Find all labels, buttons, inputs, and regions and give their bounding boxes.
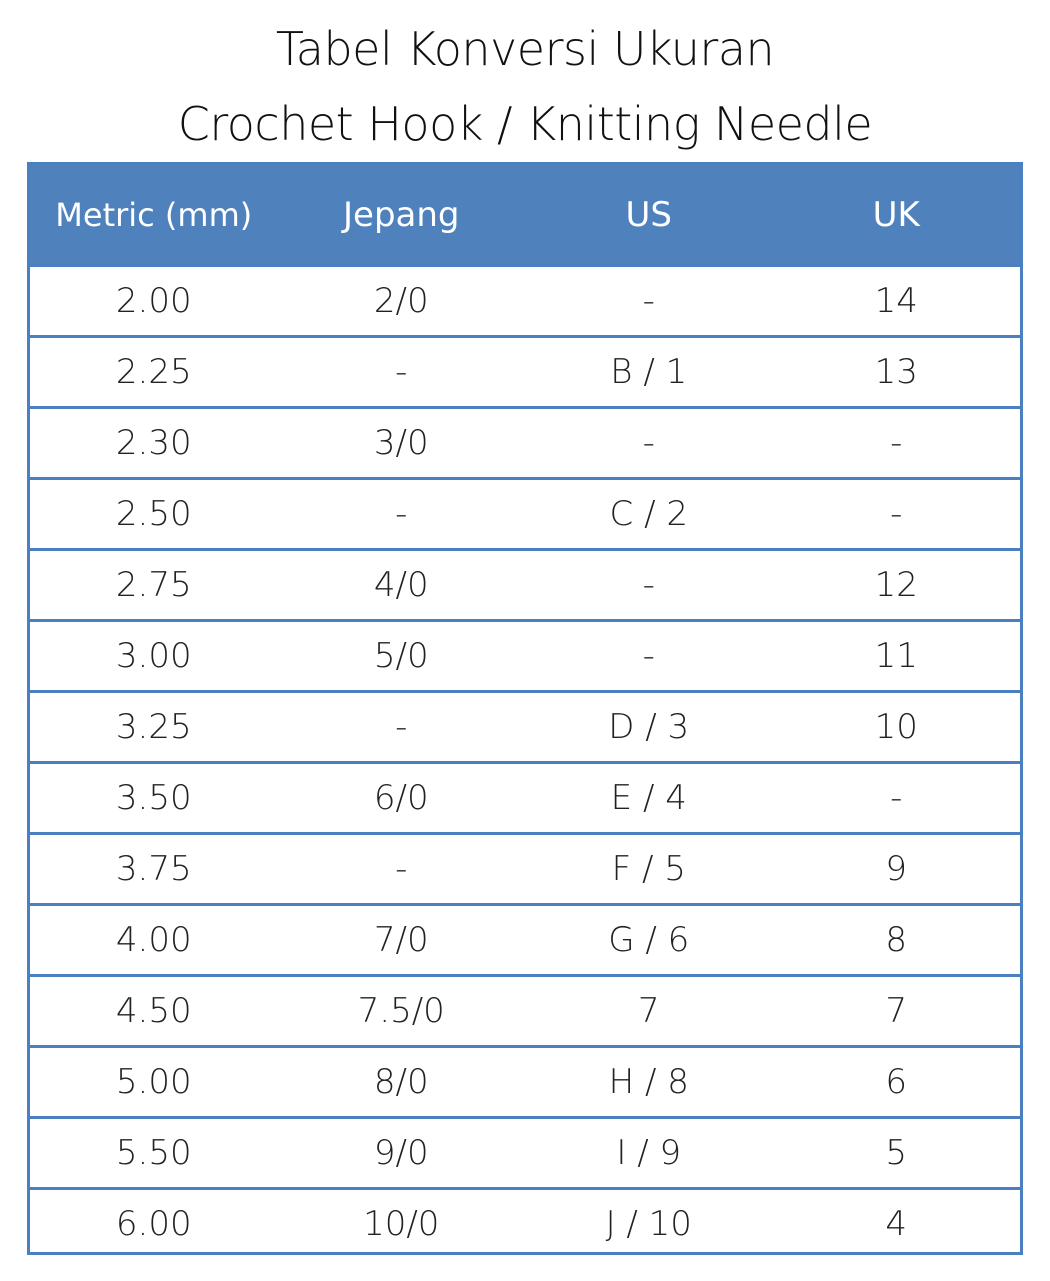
- page-title: Tabel Konversi Ukuran: [275, 22, 775, 76]
- cell-uk: 13: [773, 337, 1021, 408]
- cell-metric: 5.00: [30, 1047, 278, 1118]
- cell-metric: 3.25: [30, 692, 278, 763]
- cell-metric: 2.25: [30, 337, 278, 408]
- cell-metric: 2.30: [30, 408, 278, 479]
- cell-us: -: [525, 550, 773, 621]
- cell-us: H / 8: [525, 1047, 773, 1118]
- cell-uk: 11: [773, 621, 1021, 692]
- cell-us: D / 3: [525, 692, 773, 763]
- cell-metric: 3.00: [30, 621, 278, 692]
- column-header-metric: Metric (mm): [30, 165, 278, 266]
- table-row: [30, 692, 1020, 763]
- cell-us: B / 1: [525, 337, 773, 408]
- cell-uk: 4: [885, 1204, 908, 1244]
- table-row: [30, 408, 1020, 479]
- cell-jepang: 3/0: [278, 408, 526, 479]
- table-row: [30, 1189, 1020, 1259]
- table-row: [30, 479, 1020, 550]
- cell-metric: 5.50: [30, 1118, 278, 1189]
- cell-uk: 14: [773, 266, 1021, 337]
- table-header-row: [30, 165, 1020, 266]
- cell-us: C / 2: [525, 479, 773, 550]
- cell-jepang: 10/0: [363, 1204, 440, 1244]
- cell-jepang: 7.5/0: [278, 976, 526, 1047]
- table-row: [30, 550, 1020, 621]
- table-row: [30, 621, 1020, 692]
- table-row: [30, 266, 1020, 337]
- cell-jepang: 4/0: [278, 550, 526, 621]
- cell-uk: 7: [773, 976, 1021, 1047]
- cell-us: -: [525, 266, 773, 337]
- cell-uk: -: [773, 763, 1021, 834]
- cell-us: J / 10: [605, 1204, 692, 1244]
- cell-metric: 4.50: [30, 976, 278, 1047]
- cell-us: 7: [525, 976, 773, 1047]
- column-header-uk: UK: [773, 165, 1021, 266]
- cell-us: F / 5: [525, 834, 773, 905]
- table-row: [30, 976, 1020, 1047]
- cell-uk: -: [773, 479, 1021, 550]
- cell-uk: 8: [773, 905, 1021, 976]
- column-header-us: US: [525, 165, 773, 266]
- cell-jepang: 7/0: [278, 905, 526, 976]
- cell-us: I / 9: [525, 1118, 773, 1189]
- cell-uk: 6: [773, 1047, 1021, 1118]
- cell-metric: 2.00: [30, 266, 278, 337]
- cell-jepang: 6/0: [278, 763, 526, 834]
- conversion-table: [30, 165, 1020, 1258]
- cell-us: -: [525, 408, 773, 479]
- cell-jepang: -: [278, 692, 526, 763]
- cell-uk: 9: [773, 834, 1021, 905]
- cell-metric: 3.50: [30, 763, 278, 834]
- cell-jepang: 9/0: [278, 1118, 526, 1189]
- cell-metric: 2.75: [30, 550, 278, 621]
- cell-metric: 3.75: [30, 834, 278, 905]
- cell-jepang: 8/0: [278, 1047, 526, 1118]
- cell-uk: 5: [773, 1118, 1021, 1189]
- cell-jepang: 5/0: [278, 621, 526, 692]
- cell-jepang: -: [278, 834, 526, 905]
- cell-us: -: [525, 621, 773, 692]
- table-row: [30, 1118, 1020, 1189]
- cell-us: E / 4: [525, 763, 773, 834]
- cell-metric: 4.00: [30, 905, 278, 976]
- cell-jepang: -: [278, 479, 526, 550]
- cell-uk: -: [773, 408, 1021, 479]
- cell-metric: 6.00: [115, 1204, 192, 1244]
- table-row: [30, 834, 1020, 905]
- table-row: [30, 337, 1020, 408]
- table-row: [30, 1047, 1020, 1118]
- cell-uk: 12: [773, 550, 1021, 621]
- conversion-table-container: [27, 162, 1023, 1255]
- table-row: [30, 763, 1020, 834]
- table-row: [30, 905, 1020, 976]
- cell-metric: 2.50: [30, 479, 278, 550]
- cell-us: G / 6: [525, 905, 773, 976]
- cell-jepang: -: [278, 337, 526, 408]
- cell-uk: 10: [773, 692, 1021, 763]
- column-header-jepang: Jepang: [278, 165, 526, 266]
- page-subtitle: Crochet Hook / Knitting Needle: [177, 97, 873, 151]
- cell-jepang: 2/0: [278, 266, 526, 337]
